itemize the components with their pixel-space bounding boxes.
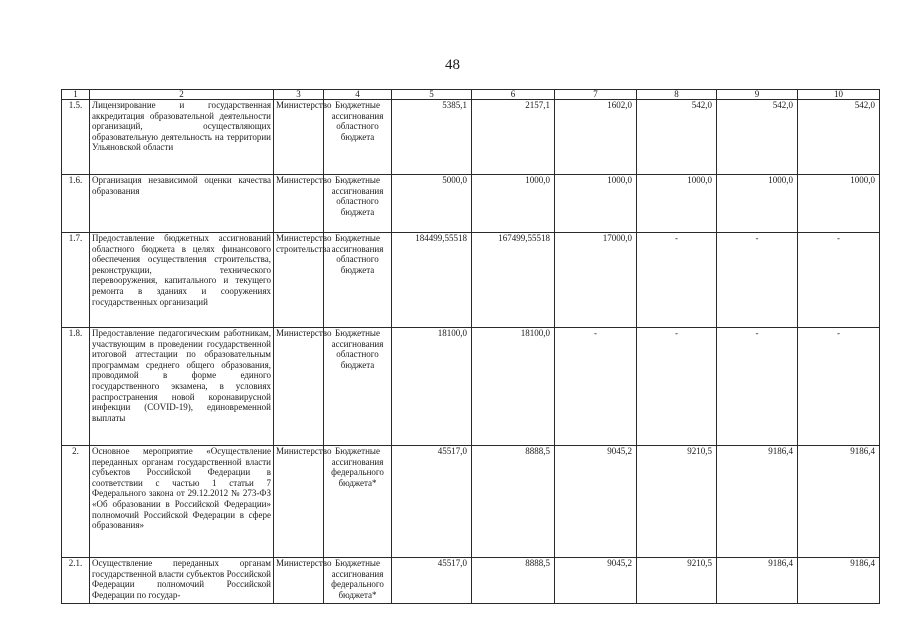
row-value: 8888,5	[472, 446, 555, 558]
row-number: 1.7.	[62, 233, 90, 328]
row-value: -	[798, 328, 880, 446]
row-funding-source: Бюджетные ассигнования федерального бюджета*	[324, 558, 392, 604]
row-description: Лицензирование и государственная аккредитация образовательной деятельности организаций, осуществляющих образовательную деятельность на территории Ульяновской области	[90, 100, 274, 175]
table-row	[62, 175, 880, 233]
row-value: 9045,2	[555, 446, 637, 558]
row-funding-source: Бюджетные ассигнования областного бюджета	[324, 328, 392, 446]
row-executor: Министерство	[274, 446, 324, 558]
table-row	[62, 233, 880, 328]
row-value: 1000,0	[717, 175, 798, 233]
row-executor: Министерство	[274, 175, 324, 233]
row-number: 1.6.	[62, 175, 90, 233]
row-value: -	[717, 328, 798, 446]
row-value: -	[798, 233, 880, 328]
row-funding-source: Бюджетные ассигнования федерального бюджета*	[324, 446, 392, 558]
data-table	[61, 89, 880, 604]
row-value: 1602,0	[555, 100, 637, 175]
row-value: 542,0	[798, 100, 880, 175]
row-value: 2157,1	[472, 100, 555, 175]
row-value: 184499,55518	[392, 233, 472, 328]
row-value: -	[555, 328, 637, 446]
row-value: 5000,0	[392, 175, 472, 233]
row-value: 542,0	[637, 100, 717, 175]
header-cell: 7	[555, 90, 637, 100]
row-funding-source: Бюджетные ассигнования областного бюджета	[324, 233, 392, 328]
header-cell: 10	[798, 90, 880, 100]
row-value: 18100,0	[392, 328, 472, 446]
row-funding-source: Бюджетные ассигнования областного бюджета	[324, 175, 392, 233]
row-executor: Министерство	[274, 328, 324, 446]
table-row	[62, 100, 880, 175]
row-value: 1000,0	[555, 175, 637, 233]
row-value: -	[637, 233, 717, 328]
row-value: 167499,55518	[472, 233, 555, 328]
row-value: -	[717, 233, 798, 328]
row-value: 9186,4	[717, 446, 798, 558]
header-cell: 8	[637, 90, 717, 100]
row-description: Организация независимой оценки качества образования	[90, 175, 274, 233]
header-row	[62, 90, 880, 100]
row-description: Основное мероприятие «Осуществление переданных органам государственной власти субъектов Российской Федерации в соответствии с частью 1 статьи 7 Федерального закона от 29.12.2012 № 273-ФЗ «Об образовании в Российской Федерации» полномочий Российской Федерации в сфере образования»	[90, 446, 274, 558]
table-row	[62, 558, 880, 604]
row-value: 9186,4	[798, 558, 880, 604]
header-cell: 9	[717, 90, 798, 100]
row-value: 18100,0	[472, 328, 555, 446]
row-value: 9210,5	[637, 558, 717, 604]
table-row	[62, 446, 880, 558]
row-description: Предоставление педагогическим работникам, участвующим в проведении государственной итоговой аттестации по образовательным программам среднего общего образования, проводимой в форме единого государственного экзамена, в условиях распространения новой коронавирусной инфекции (COVID-19), единовременной выплаты	[90, 328, 274, 446]
row-number: 2.1.	[62, 558, 90, 604]
table-row	[62, 328, 880, 446]
row-executor: Министерство	[274, 100, 324, 175]
row-executor: Министерство строительства	[274, 233, 324, 328]
row-value: 17000,0	[555, 233, 637, 328]
row-funding-source: Бюджетные ассигнования областного бюджета	[324, 100, 392, 175]
header-cell: 5	[392, 90, 472, 100]
row-value: 45517,0	[392, 446, 472, 558]
row-value: 8888,5	[472, 558, 555, 604]
row-value: 1000,0	[637, 175, 717, 233]
table-container	[61, 89, 879, 601]
row-value: 542,0	[717, 100, 798, 175]
row-value: 1000,0	[472, 175, 555, 233]
row-value: -	[637, 328, 717, 446]
row-number: 2.	[62, 446, 90, 558]
row-value: 1000,0	[798, 175, 880, 233]
row-number: 1.5.	[62, 100, 90, 175]
row-value: 45517,0	[392, 558, 472, 604]
row-value: 9186,4	[717, 558, 798, 604]
row-number: 1.8.	[62, 328, 90, 446]
header-cell: 6	[472, 90, 555, 100]
row-value: 9186,4	[798, 446, 880, 558]
page-number: 48	[445, 57, 460, 73]
row-value: 5385,1	[392, 100, 472, 175]
header-cell: 2	[90, 90, 274, 100]
row-description: Осуществление переданных органам государственной власти субъектов Российской Федерации полномочий Российской Федерации по государ-	[90, 558, 274, 604]
header-cell: 1	[62, 90, 90, 100]
header-cell: 4	[324, 90, 392, 100]
row-value: 9045,2	[555, 558, 637, 604]
row-executor: Министерство	[274, 558, 324, 604]
row-description: Предоставление бюджетных ассигнований областного бюджета в целях финансового обеспечения осуществления строительства, реконструкции, технического перевооружения, капитального и текущего ремонта в зданиях и сооружениях государственных организаций	[90, 233, 274, 328]
header-cell: 3	[274, 90, 324, 100]
row-value: 9210,5	[637, 446, 717, 558]
